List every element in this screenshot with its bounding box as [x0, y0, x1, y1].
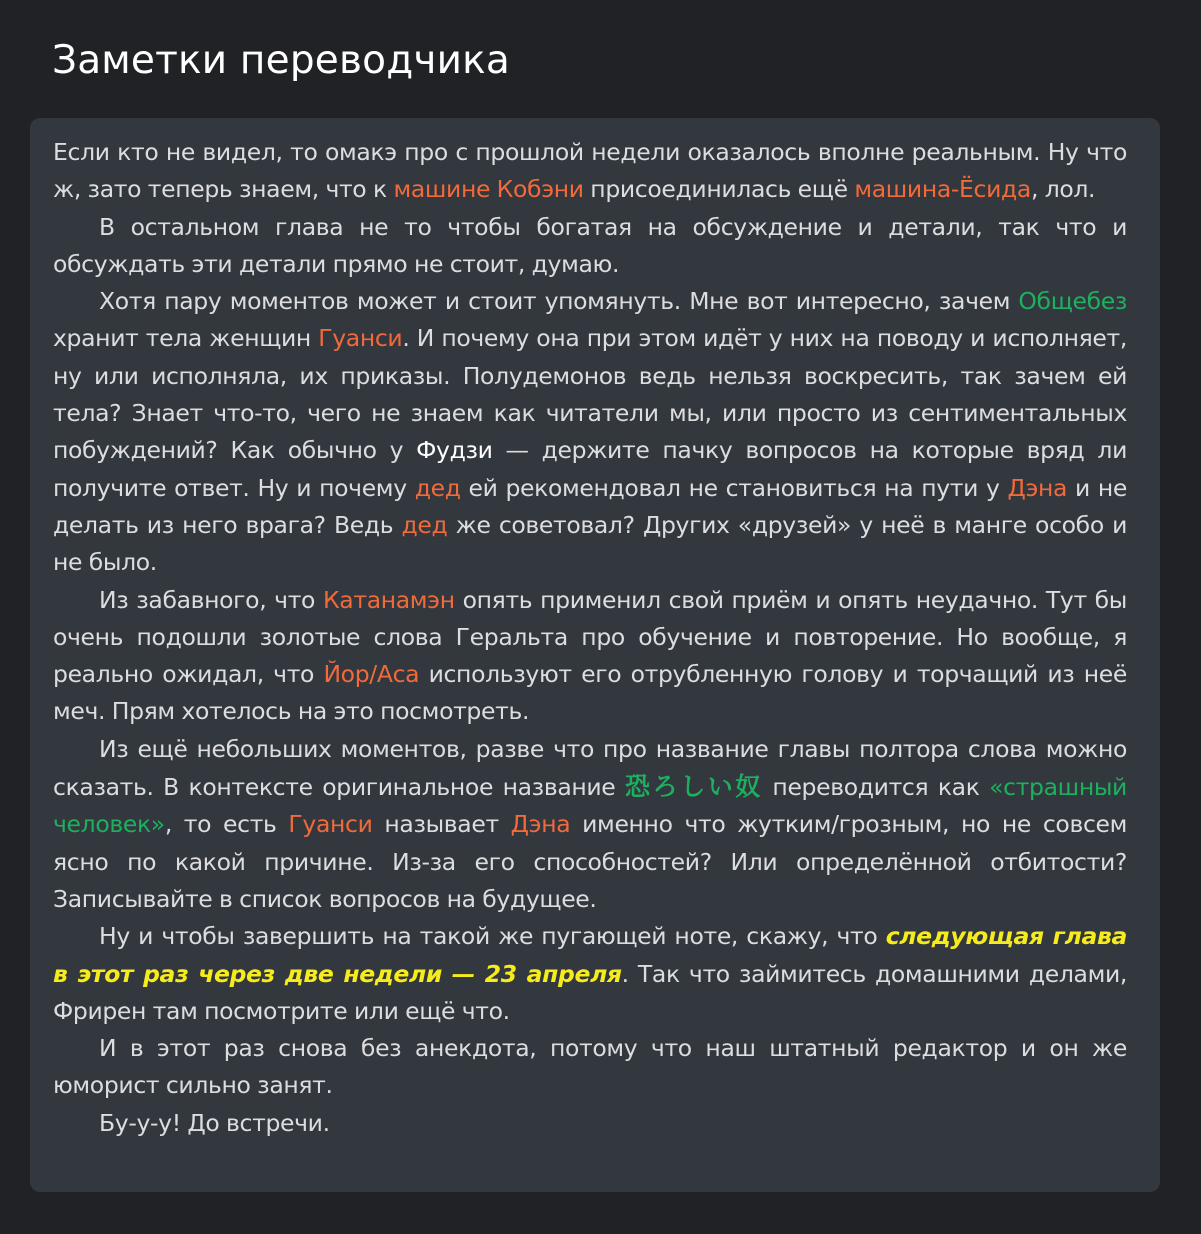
text: Из забавного, что [99, 585, 323, 614]
text: используют его отрубленную голову и торчащий из неё меч. Прям хотелось на это посмотреть. [53, 660, 1127, 726]
paragraph-chapter-title [53, 731, 1127, 918]
highlight-next-chapter-date: следующая глава в этот раз через две недели — 23 апреля [53, 922, 1127, 988]
highlight-name: дед [401, 510, 448, 539]
text: хранит тела женщин [53, 324, 319, 353]
text: называет [372, 810, 511, 839]
text: , лол. [1030, 175, 1096, 204]
text: Из ещё небольших моментов, разве что про название главы полтора слова можно сказать. В контексте оригинальное название [53, 734, 1127, 802]
text: опять применил свой приём и опять неудачно. Тут бы очень подошли золотые слова Геральта про обучение и повторение. Но вообще, я реально ожидал, что [53, 585, 1127, 689]
translator-notes-card [30, 118, 1160, 1192]
text: присоединилась ещё [583, 175, 855, 204]
text: Если кто не видел, то омакэ про с прошлой недели оказалось вполне реальным. Ну что ж, зато теперь знаем, что к [53, 138, 1127, 204]
text: , то есть [164, 810, 289, 839]
text: И в этот раз снова без анекдота, потому что наш штатный редактор и он же юморист сильно занят. [53, 1034, 1127, 1100]
highlight-name: Катанамэн [322, 585, 455, 614]
highlight-name: машина-Ёсида [854, 175, 1031, 204]
notes-body [53, 134, 1127, 1142]
text: переводится как [762, 773, 990, 802]
highlight-author: Фудзи [416, 436, 493, 465]
text: . Так что займитесь домашними делами, Фрирен там посмотрите или ещё что. [53, 959, 1127, 1025]
text: ей рекомендовал не становиться на пути у [460, 473, 1008, 502]
highlight-name: Дэна [510, 810, 571, 839]
paragraph-omake [53, 134, 1127, 209]
highlight-organization: Общебез [1018, 287, 1127, 316]
text: Ну и чтобы завершить на такой же пугающей ноте, скажу, что [99, 922, 886, 951]
paragraph-next-chapter [53, 918, 1127, 1030]
text: — держите пачку вопросов на которые вряд ли получите ответ. Ну и почему [53, 436, 1127, 502]
highlight-name: Гуанси [318, 324, 403, 353]
highlight-japanese-title: 恐ろしい奴 [624, 772, 763, 802]
text: Бу-у-у! До встречи. [99, 1108, 330, 1137]
highlight-name: Йор/Аса [323, 660, 420, 689]
paragraph-chapter-summary [53, 209, 1127, 284]
highlight-name: Гуанси [288, 810, 373, 839]
text: и не делать из него врага? Ведь [53, 473, 1127, 539]
text: . И почему она при этом идёт у них на поводу и исполняет, ну или исполняла, их приказы. Полудемонов ведь нельзя воскресить, так зачем ей тела? Знает что-то, чего не знаем как читатели мы, или просто из сентиментальных побуждений? Как обычно у [53, 324, 1127, 465]
text: В остальном глава не то чтобы богатая на обсуждение и детали, так что и обсуждать эти детали прямо не стоит, думаю. [53, 212, 1127, 278]
highlight-name: дед [414, 473, 461, 502]
highlight-name: машине Кобэни [393, 175, 584, 204]
paragraph-katanamen [53, 582, 1127, 731]
paragraph-no-joke [53, 1030, 1127, 1105]
text: Хотя пару моментов может и стоит упомянуть. Мне вот интересно, зачем [99, 287, 1019, 316]
text: именно что жутким/грозным, но не совсем ясно по какой причине. Из-за его способностей? Или определённой отбитости? Записывайте в список вопросов на будущее. [53, 810, 1127, 913]
highlight-translation: «страшный человек» [53, 773, 1127, 839]
highlight-name: Дэна [1007, 473, 1068, 502]
paragraph-questions [53, 283, 1127, 581]
page-title: Заметки переводчика [52, 38, 511, 83]
paragraph-farewell [53, 1105, 1127, 1142]
text: же советовал? Других «друзей» у неё в манге особо и не было. [53, 510, 1128, 577]
